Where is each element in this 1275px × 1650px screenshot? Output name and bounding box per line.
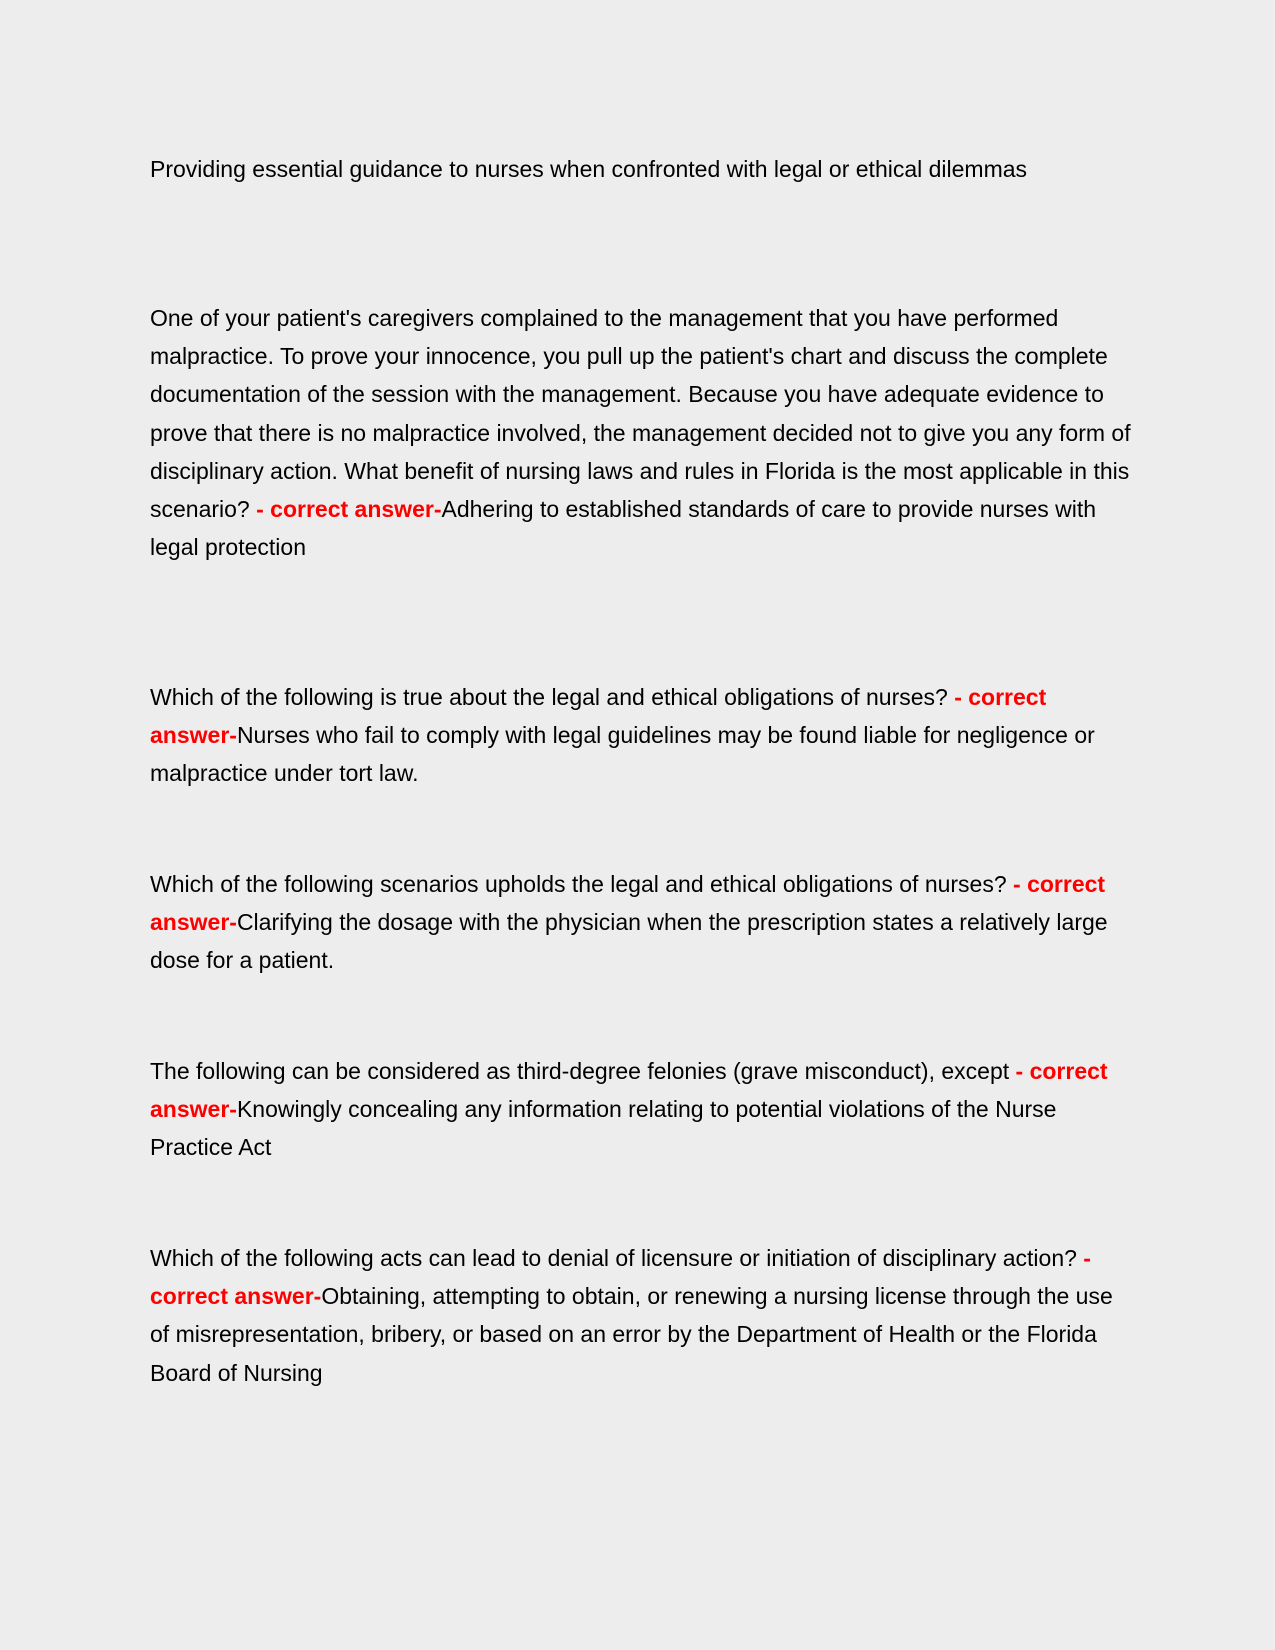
qa-item [150,1052,1135,1167]
qa-item [150,1239,1135,1392]
correct-answer-label: - correct answer- [150,1245,1091,1310]
correct-answer-label: - correct answer- [249,496,442,523]
correct-answer-label: - correct answer- [150,871,1106,936]
question-text: The following can be considered as third-degree felonies (grave misconduct), except [150,1058,1010,1084]
qa-item [150,299,1135,566]
qa-item [150,865,1135,980]
answer-text: Clarifying the dosage with the physician when the prescription states a relatively large dose for a patient. [150,909,1108,974]
correct-answer-label: - correct answer- [150,1058,1108,1123]
question-text: Which of the following acts can lead to denial of licensure or initiation of disciplinary action? [150,1245,1077,1271]
qa-item [150,678,1135,793]
answer-text: Adhering to established standards of care to provide nurses with legal protection [150,496,1097,561]
answer-text: Obtaining, attempting to obtain, or renewing a nursing license through the use of misrepresentation, bribery, or based on an error by the Department of Health or the Florida Board of Nursing [150,1283,1113,1386]
correct-answer-label: - correct answer- [150,684,1047,749]
question-text: One of your patient's caregivers complained to the management that you have performed malpractice. To prove your innocence, you pull up the patient's chart and discuss the complete documentation of the session with the management. Because you have adequate evidence to prove that there is no malpractice involved, the management decided not to give you any form of disciplinary action. What benefit of nursing laws and rules in Florida is the most applicable in this scenario? [150,305,1131,523]
intro-text: Providing essential guidance to nurses when confronted with legal or ethical dilemmas [150,156,1028,182]
answer-text: Knowingly concealing any information relating to potential violations of the Nurse Practice Act [150,1096,1057,1161]
question-text: Which of the following scenarios upholds the legal and ethical obligations of nurses? [150,871,1007,897]
question-text: Which of the following is true about the legal and ethical obligations of nurses? [150,684,948,710]
answer-text: Nurses who fail to comply with legal guidelines may be found liable for negligence or malpractice under tort law. [150,722,1095,787]
